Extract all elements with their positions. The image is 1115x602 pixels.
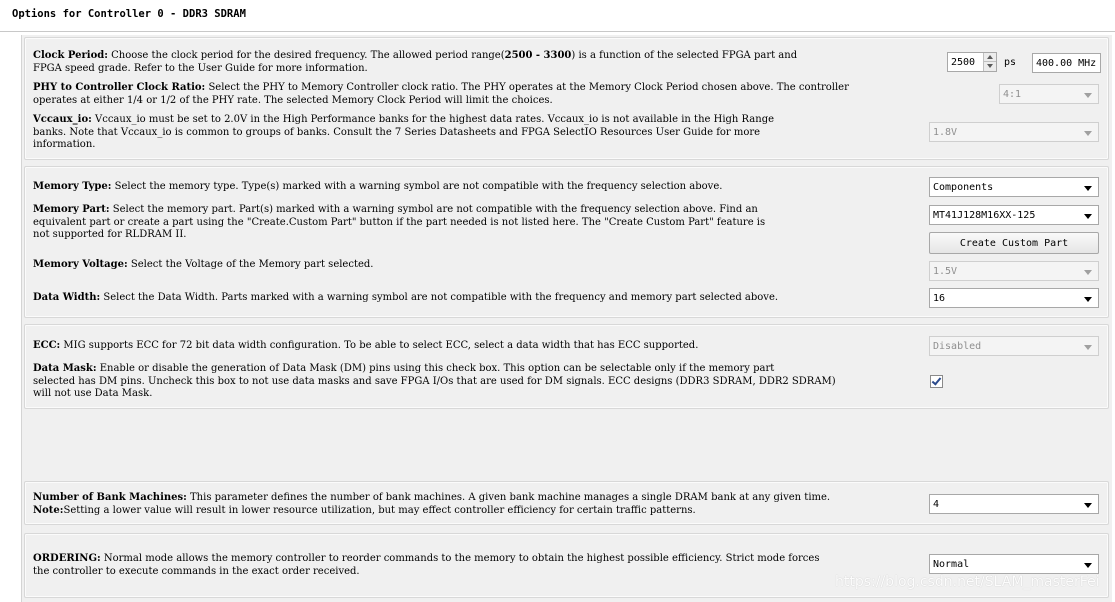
ordering-description [33,553,923,578]
memory-voltage-value: 1.5V [933,266,958,277]
memory-settings-group [24,166,1109,318]
data-mask-text: Enable or disable the generation of Data Mask (DM) pins using this check box. This option can be selectable only if the memory part [96,363,775,374]
vccaux-dropdown[interactable] [929,122,1099,142]
chevron-down-icon [1084,93,1092,98]
ecc-dropdown[interactable] [929,336,1099,356]
vccaux-text-line3: information. [33,139,96,150]
checkmark-icon [932,375,942,385]
spinner-divider [984,61,996,62]
chevron-down-icon [1084,345,1092,350]
data-width-description [33,292,923,305]
memory-type-text: Select the memory type. Type(s) marked with a warning symbol are not compatible with the frequency selection above. [111,181,723,192]
chevron-down-icon [1084,131,1092,136]
memory-type-description [33,181,923,194]
memory-part-label: Memory Part: [33,204,110,215]
memory-part-text: Select the memory part. Part(s) marked with a warning symbol are not compatible with the frequency selection above. Find an [109,204,758,215]
bank-machines-group [24,481,1109,525]
clock-settings-group [24,37,1109,160]
phy-ratio-text: Select the PHY to Memory Controller clock ratio. The PHY operates at the Memory Clock Period chosen above. The controller [205,82,849,93]
ecc-value: Disabled [933,341,982,352]
memory-part-value: MT41J128M16XX-125 [933,210,1036,221]
clock-frequency-readout: 400.00 MHz [1032,53,1101,73]
memory-part-dropdown[interactable] [929,205,1099,225]
bank-machines-text: This parameter defines the number of bank machines. A given bank machine manages a single DRAM bank at any given time. [186,492,831,503]
title-divider [0,31,1115,32]
ecc-text: MIG supports ECC for 72 bit data width configuration. To be able to select ECC, select a data width that has ECC supported. [60,340,699,351]
phy-ratio-description [33,82,993,107]
clock-period-description [33,50,953,75]
vccaux-text-line2: banks. Note that Vccaux_io is common to groups of banks. Consult the 7 Series Datasheets and FPGA SelectIO Resources User Guide for more [33,126,761,138]
data-mask-text-line2: selected has DM pins. Uncheck this box to not use data masks and save FPGA I/Os that are used for DM signals. ECC designs (DDR3 SDRAM, DDR2 SDRAM) [33,375,836,387]
bank-machines-description [33,492,923,517]
ordering-dropdown[interactable] [929,554,1099,574]
data-width-value: 16 [933,293,946,304]
spin-up-icon[interactable] [987,55,993,59]
spinner-buttons[interactable] [983,53,996,71]
watermark-text: https://blog.csdn.net/SLAM_masterFei [835,574,1100,590]
clock-period-text-line2: FPGA speed grade. Refer to the User Guide for more information. [33,62,368,74]
data-mask-label: Data Mask: [33,363,97,374]
memory-part-description [33,204,923,242]
bank-machines-note-label: Note: [33,504,64,516]
vccaux-label: Vccaux_io: [33,114,92,125]
memory-voltage-dropdown[interactable] [929,261,1099,281]
data-mask-checkbox[interactable] [930,375,943,388]
data-width-dropdown[interactable] [929,288,1099,308]
ordering-value: Normal [933,559,970,570]
phy-ratio-dropdown[interactable] [999,84,1099,104]
clock-period-label: Clock Period: [33,50,108,61]
vccaux-description [33,114,913,152]
data-width-text: Select the Data Width. Parts marked with a warning symbol are not compatible with the frequency and memory part selected above. [100,292,779,303]
ecc-group [24,324,1109,409]
chevron-down-icon [1084,297,1092,302]
bank-machines-dropdown[interactable] [929,494,1099,514]
bank-machines-label: Number of Bank Machines: [33,492,187,503]
clock-period-value: 2500 [951,57,976,68]
chevron-down-icon [1084,503,1092,508]
ordering-text-line2: the controller to execute commands in the exact order received. [33,565,360,577]
data-mask-description [33,363,923,401]
vccaux-value: 1.8V [933,127,958,138]
ordering-label: ORDERING: [33,553,101,564]
create-custom-part-button[interactable]: Create Custom Part [929,232,1099,254]
chevron-down-icon [1084,186,1092,191]
chevron-down-icon [1084,214,1092,219]
phy-ratio-label: PHY to Controller Clock Ratio: [33,82,206,93]
memory-voltage-text: Select the Voltage of the Memory part selected. [127,259,374,270]
ecc-label: ECC: [33,340,61,351]
memory-voltage-label: Memory Voltage: [33,259,128,270]
page-title: Options for Controller 0 - DDR3 SDRAM [0,0,1115,32]
clock-period-range: 2500 - 3300 [504,50,572,61]
options-panel[interactable] [21,35,1112,602]
data-width-label: Data Width: [33,292,101,303]
bank-machines-note-text: Setting a lower value will result in lower resource utilization, but may effect controller efficiency for certain traffic patterns. [63,504,696,516]
memory-type-dropdown[interactable] [929,177,1099,197]
data-mask-text-line3: will not use Data Mask. [33,388,153,399]
clock-period-spinner[interactable] [947,52,997,72]
chevron-down-icon [1084,563,1092,568]
vccaux-text: Vccaux_io must be set to 2.0V in the High Performance banks for the highest data rates. Vccaux_io is not available in the High Range [91,114,775,125]
memory-type-value: Components [933,182,994,193]
memory-type-label: Memory Type: [33,181,112,192]
phy-ratio-text-line2: operates at either 1/4 or 1/2 of the PHY rate. The selected Memory Clock Period will limit the choices. [33,94,553,106]
phy-ratio-value: 4:1 [1003,89,1022,100]
memory-part-text-line2: equivalent part or create a part using the "Create.Custom Part" button if the part needed is not listed here. The "Create Custom Part" feature is [33,216,766,228]
clock-period-text: Choose the clock period for the desired frequency. The allowed period range( [107,50,505,61]
memory-voltage-description [33,259,923,272]
bank-machines-value: 4 [933,499,940,510]
ecc-description [33,340,923,353]
ordering-text: Normal mode allows the memory controller to reorder commands to the memory to obtain the highest possible efficiency. Strict mode forces [100,553,820,564]
clock-period-unit: ps [1004,57,1017,68]
memory-part-text-line3: not supported for RLDRAM II. [33,229,187,240]
clock-period-text-b: ) is a function of the selected FPGA part and [571,50,798,61]
spin-down-icon[interactable] [987,64,993,68]
chevron-down-icon [1084,270,1092,275]
